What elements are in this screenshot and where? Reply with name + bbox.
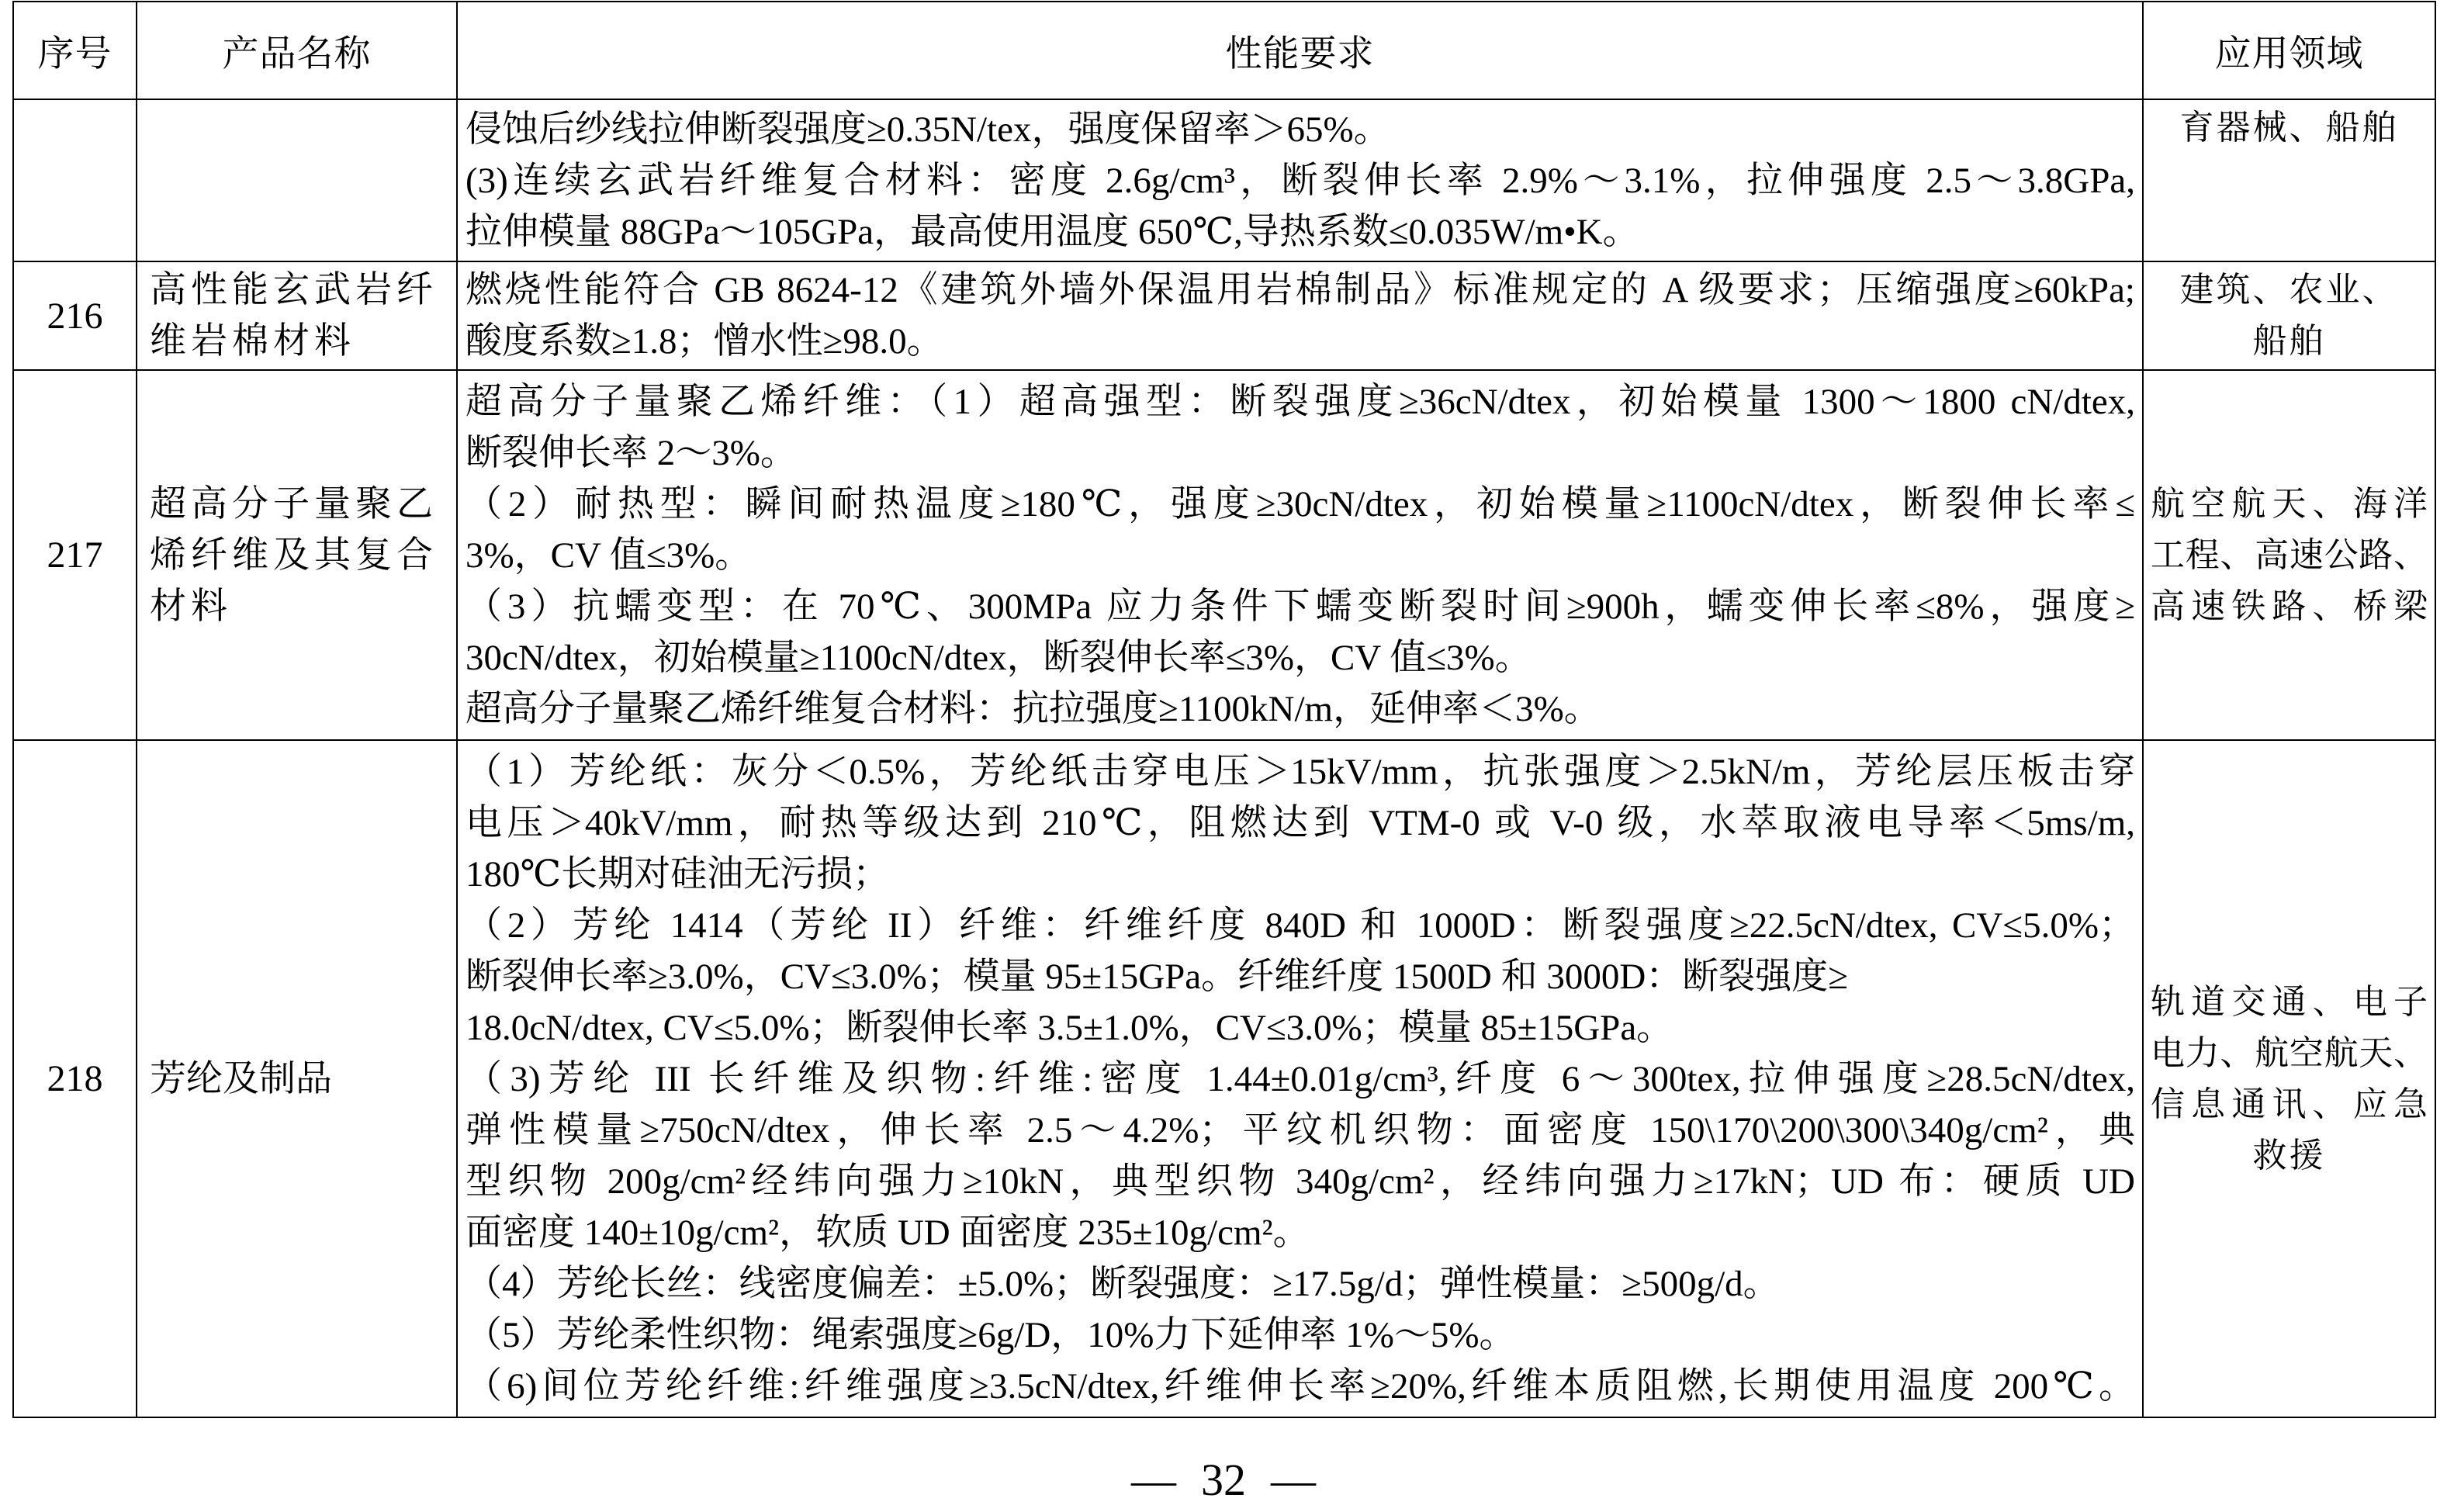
spec-line: 侵蚀后纱线拉伸断裂强度≥0.35N/tex，强度保留率＞65%。	[466, 109, 1390, 150]
table-row	[13, 740, 2435, 1417]
row-index	[13, 99, 137, 261]
application-line: 高速铁路、桥梁	[2151, 586, 2428, 625]
application-line: 工程、高速公路、	[2151, 535, 2428, 574]
spec-line: 超高分子量聚乙烯纤维：（1）超高强型：断裂强度≥36cN/dtex，初始模量 1300～1800 cN/dtex,	[466, 381, 2135, 422]
spec-line: 燃烧性能符合 GB 8624-12《建筑外墙外保温用岩棉制品》标准规定的 A 级要求；压缩强度≥60kPa;	[466, 270, 2135, 310]
application-line: 电力、航空航天、	[2151, 1033, 2428, 1072]
header-performance-requirements: 性能要求	[457, 2, 2143, 99]
spec-line: （1）芳纶纸：灰分＜0.5%，芳纶纸击穿电压＞15kV/mm，抗张强度＞2.5kN/m，芳纶层压板击穿	[466, 751, 2135, 792]
spec-line: 断裂伸长率≥3.0%，CV≤3.0%；模量 95±15GPa。纤维纤度 1500D 和 3000D：断裂强度≥	[466, 956, 1849, 997]
performance-requirements	[457, 99, 2143, 261]
spec-line: （6)间位芳纶纤维:纤维强度≥3.5cN/dtex,纤维伸长率≥20%,纤维本质阻燃,长期使用温度 200℃。	[466, 1365, 2135, 1406]
spec-line: 型织物 200g/cm²经纬向强力≥10kN，典型织物 340g/cm²，经纬向强力≥17kN；UD 布：硬质 UD	[466, 1161, 2135, 1202]
application-line: 建筑、农业、	[2179, 271, 2399, 309]
spec-line: 3%，CV 值≤3%。	[466, 535, 752, 576]
application-line: 育器械、船舶	[2179, 109, 2399, 147]
performance-requirements	[457, 740, 2143, 1417]
spec-line: 180℃长期对硅油无污损；	[466, 853, 890, 894]
spec-line: （4）芳纶长丝：线密度偏差：±5.0%；断裂强度：≥17.5g/d；弹性模量：≥500g/d。	[466, 1263, 1780, 1304]
application-line: 轨道交通、电子	[2151, 982, 2428, 1021]
product-name-line: 芳纶及制品	[150, 1058, 332, 1099]
row-index: 216	[13, 261, 137, 370]
spec-line: (3)连续玄武岩纤维复合材料：密度 2.6g/cm³，断裂伸长率 2.9%～3.1%，拉伸强度 2.5～3.8GPa,	[466, 160, 2135, 201]
row-index: 217	[13, 370, 137, 740]
page-footer	[0, 1449, 2447, 1511]
application-line: 航空航天、海洋	[2151, 484, 2428, 523]
spec-line: 电压＞40kV/mm，耐热等级达到 210℃，阻燃达到 VTM-0 或 V-0 级，水萃取液电导率＜5ms/m,	[466, 802, 2135, 843]
product-name-line: 高性能玄武岩纤	[150, 270, 438, 310]
row-index: 218	[13, 740, 137, 1417]
product-name	[137, 370, 457, 740]
application-line: 信息通讯、应急	[2151, 1085, 2428, 1123]
footer-dash-left: —	[1131, 1455, 1176, 1505]
application-field	[2143, 261, 2435, 370]
product-name	[137, 99, 457, 261]
performance-requirements	[457, 370, 2143, 740]
product-name	[137, 740, 457, 1417]
header-application-field: 应用领域	[2143, 2, 2435, 99]
spec-line: 30cN/dtex，初始模量≥1100cN/dtex，断裂伸长率≤3%，CV 值≤3%。	[466, 637, 1532, 678]
application-field	[2143, 370, 2435, 740]
spec-line: （3)芳纶 III 长纤维及织物:纤维:密度 1.44±0.01g/cm³,纤度 6～300tex,拉伸强度≥28.5cN/dtex,	[466, 1058, 2135, 1099]
table-header-row	[13, 2, 2435, 99]
spec-line: 超高分子量聚乙烯纤维复合材料：抗拉强度≥1100kN/m，延伸率＜3%。	[466, 688, 1601, 729]
spec-line: （5）芳纶柔性织物：绳索强度≥6g/D，10%力下延伸率 1%～5%。	[466, 1314, 1516, 1355]
table-row	[13, 99, 2435, 261]
spec-line: 面密度 140±10g/cm²，软质 UD 面密度 235±10g/cm²。	[466, 1212, 1310, 1253]
application-line: 船舶	[2252, 322, 2326, 360]
spec-line: （3）抗蠕变型：在 70℃、300MPa 应力条件下蠕变断裂时间≥900h，蠕变伸长率≤8%，强度≥	[466, 586, 2135, 627]
table-row	[13, 370, 2435, 740]
spec-line: 18.0cN/dtex, CV≤5.0%；断裂伸长率 3.5±1.0%，CV≤3.0%；模量 85±15GPa。	[466, 1007, 1673, 1048]
header-index: 序号	[13, 2, 137, 99]
spec-line: （2）耐热型：瞬间耐热温度≥180℃，强度≥30cN/dtex，初始模量≥1100cN/dtex，断裂伸长率≤	[466, 483, 2135, 524]
performance-requirements	[457, 261, 2143, 370]
product-name-line: 材料	[150, 586, 232, 627]
product-name-line: 超高分子量聚乙	[150, 483, 438, 524]
spec-line: 拉伸模量 88GPa～105GPa，最高使用温度 650℃,导热系数≤0.035W/m•K。	[466, 211, 1639, 252]
spec-line: （2）芳纶 1414（芳纶 II）纤维：纤维纤度 840D 和 1000D：断裂强度≥22.5cN/dtex, CV≤5.0%；	[466, 905, 2135, 946]
spec-line: 断裂伸长率 2～3%。	[466, 432, 797, 473]
application-field	[2143, 740, 2435, 1417]
product-name	[137, 261, 457, 370]
product-name-line: 烯纤维及其复合	[150, 535, 438, 576]
spec-line: 弹性模量≥750cN/dtex，伸长率 2.5～4.2%；平纹机织物：面密度 150\170\200\300\340g/cm²，典	[466, 1109, 2135, 1150]
footer-dash-right: —	[1271, 1455, 1316, 1505]
page-number: 32	[1201, 1455, 1246, 1505]
application-line: 救援	[2252, 1136, 2326, 1175]
product-requirements-table	[12, 1, 2436, 1418]
header-product-name: 产品名称	[137, 2, 457, 99]
application-field	[2143, 99, 2435, 261]
product-name-line: 维岩棉材料	[150, 321, 355, 362]
table-row	[13, 261, 2435, 370]
spec-line: 酸度系数≥1.8；憎水性≥98.0。	[466, 321, 943, 362]
